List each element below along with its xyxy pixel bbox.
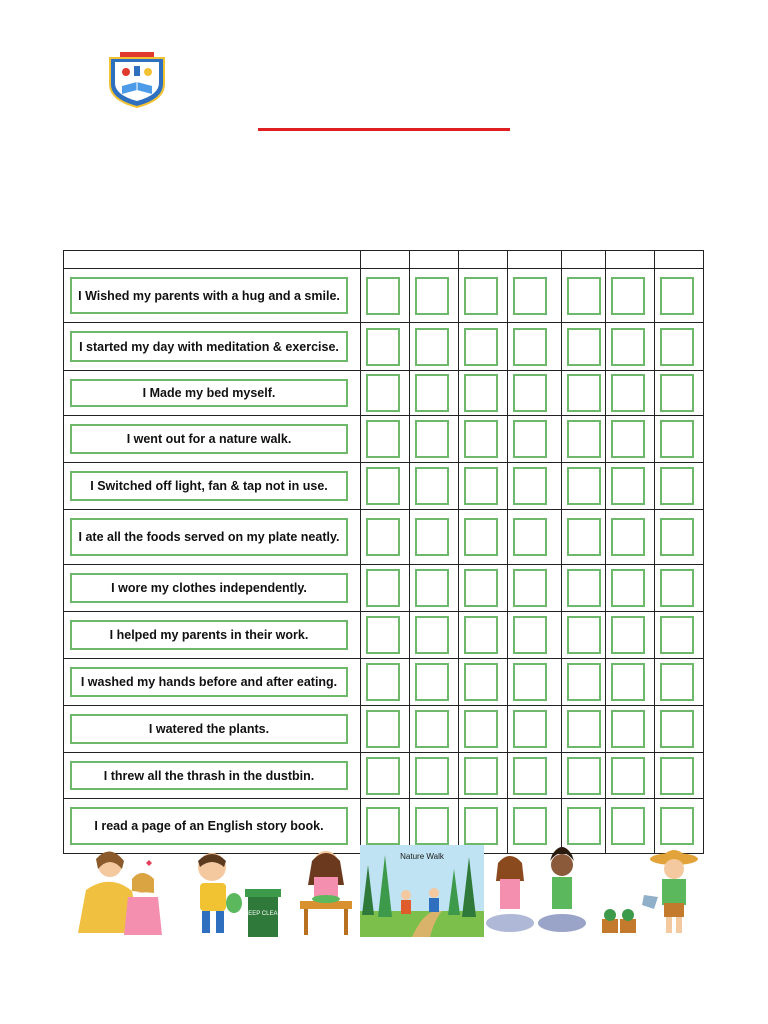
checkbox[interactable] xyxy=(366,569,400,607)
nature-walk-caption: Nature Walk xyxy=(400,852,444,861)
day-cell xyxy=(562,416,606,463)
day-cell xyxy=(655,565,704,612)
checkbox[interactable] xyxy=(513,807,547,845)
day-cell xyxy=(459,510,508,565)
checkbox[interactable] xyxy=(366,328,400,366)
day-cell xyxy=(655,612,704,659)
activity-cell xyxy=(64,510,361,565)
title-underline xyxy=(258,128,510,131)
activity-label: I started my day with meditation & exercise. xyxy=(70,331,348,362)
header-day-cell xyxy=(655,251,704,269)
checkbox[interactable] xyxy=(366,663,400,701)
activity-cell xyxy=(64,323,361,371)
day-cell xyxy=(410,510,459,565)
header-day-cell xyxy=(606,251,655,269)
activity-cell xyxy=(64,416,361,463)
day-cell xyxy=(562,323,606,371)
checkbox[interactable] xyxy=(513,374,547,412)
activity-label: I Switched off light, fan & tap not in use. xyxy=(70,471,348,501)
boy-watering-plants-icon xyxy=(602,850,698,933)
checkbox[interactable] xyxy=(366,807,400,845)
day-cell xyxy=(361,612,410,659)
day-cell xyxy=(410,269,459,323)
day-cell xyxy=(410,565,459,612)
day-cell xyxy=(655,371,704,416)
day-cell xyxy=(459,416,508,463)
checkbox[interactable] xyxy=(366,420,400,458)
mother-hugging-child-icon xyxy=(78,851,162,935)
checkbox[interactable] xyxy=(366,277,400,315)
table-row xyxy=(64,753,704,799)
checkbox[interactable] xyxy=(464,663,498,701)
day-cell xyxy=(655,323,704,371)
checkbox[interactable] xyxy=(660,757,694,795)
day-cell xyxy=(459,612,508,659)
checkbox[interactable] xyxy=(464,616,498,654)
activity-cell xyxy=(64,371,361,416)
activity-label: I wore my clothes independently. xyxy=(70,573,348,603)
day-cell xyxy=(562,753,606,799)
day-cell xyxy=(361,510,410,565)
day-cell xyxy=(459,753,508,799)
checkbox[interactable] xyxy=(567,518,601,556)
activity-label: I went out for a nature walk. xyxy=(70,424,348,454)
checkbox[interactable] xyxy=(366,710,400,748)
checkbox[interactable] xyxy=(513,277,547,315)
day-cell xyxy=(508,323,562,371)
day-cell xyxy=(606,269,655,323)
checkbox[interactable] xyxy=(567,757,601,795)
day-cell xyxy=(459,371,508,416)
checkbox[interactable] xyxy=(366,467,400,505)
child-throwing-trash-icon xyxy=(198,853,282,937)
table-row xyxy=(64,463,704,510)
day-cell xyxy=(361,269,410,323)
day-cell xyxy=(410,416,459,463)
day-cell xyxy=(508,706,562,753)
checkbox[interactable] xyxy=(611,616,645,654)
day-cell xyxy=(508,463,562,510)
day-cell xyxy=(459,706,508,753)
day-cell xyxy=(655,269,704,323)
header-day-cell xyxy=(508,251,562,269)
day-cell xyxy=(655,753,704,799)
day-cell xyxy=(606,371,655,416)
checkbox[interactable] xyxy=(513,710,547,748)
checkbox[interactable] xyxy=(567,277,601,315)
activity-label: I ate all the foods served on my plate neatly. xyxy=(70,518,348,556)
checkbox[interactable] xyxy=(513,328,547,366)
day-cell xyxy=(459,323,508,371)
activity-label: I watered the plants. xyxy=(70,714,348,744)
checkbox[interactable] xyxy=(464,518,498,556)
checkbox[interactable] xyxy=(611,328,645,366)
checkbox[interactable] xyxy=(415,420,449,458)
checkbox[interactable] xyxy=(660,569,694,607)
checkbox[interactable] xyxy=(513,757,547,795)
day-cell xyxy=(606,659,655,706)
day-cell xyxy=(508,510,562,565)
checkbox[interactable] xyxy=(513,467,547,505)
activity-label: I helped my parents in their work. xyxy=(70,620,348,650)
checkbox[interactable] xyxy=(567,616,601,654)
checkbox[interactable] xyxy=(415,569,449,607)
checkbox[interactable] xyxy=(567,374,601,412)
header-activity-cell xyxy=(64,251,361,269)
checkbox[interactable] xyxy=(660,807,694,845)
checkbox[interactable] xyxy=(513,616,547,654)
day-cell xyxy=(361,753,410,799)
day-cell xyxy=(655,510,704,565)
table-row xyxy=(64,323,704,371)
day-cell xyxy=(410,706,459,753)
day-cell xyxy=(361,565,410,612)
day-cell xyxy=(606,510,655,565)
checkbox[interactable] xyxy=(366,518,400,556)
header-day-cell xyxy=(562,251,606,269)
checkbox[interactable] xyxy=(567,807,601,845)
checkbox[interactable] xyxy=(611,518,645,556)
header-row xyxy=(64,251,704,269)
day-cell xyxy=(508,612,562,659)
checkbox[interactable] xyxy=(611,710,645,748)
table-row xyxy=(64,612,704,659)
day-cell xyxy=(562,371,606,416)
activity-cell xyxy=(64,463,361,510)
table-row xyxy=(64,565,704,612)
checkbox[interactable] xyxy=(464,328,498,366)
checkbox[interactable] xyxy=(464,420,498,458)
checkbox[interactable] xyxy=(464,710,498,748)
activity-cell xyxy=(64,659,361,706)
checkbox[interactable] xyxy=(611,374,645,412)
header-day-cell xyxy=(361,251,410,269)
activity-cell xyxy=(64,612,361,659)
school-crest-icon xyxy=(106,50,168,108)
day-cell xyxy=(655,659,704,706)
day-cell xyxy=(410,659,459,706)
day-cell xyxy=(508,659,562,706)
checkbox[interactable] xyxy=(567,467,601,505)
checklist-table xyxy=(63,250,704,854)
checkbox[interactable] xyxy=(415,807,449,845)
illustration-strip xyxy=(62,845,706,940)
day-cell xyxy=(606,753,655,799)
checkbox[interactable] xyxy=(513,420,547,458)
checkbox[interactable] xyxy=(513,518,547,556)
day-cell xyxy=(361,659,410,706)
day-cell xyxy=(508,269,562,323)
activity-cell xyxy=(64,565,361,612)
checkbox[interactable] xyxy=(611,663,645,701)
checkbox[interactable] xyxy=(611,757,645,795)
checkbox[interactable] xyxy=(415,277,449,315)
checkbox[interactable] xyxy=(464,374,498,412)
checkbox[interactable] xyxy=(660,518,694,556)
activity-label: I washed my hands before and after eating. xyxy=(70,667,348,697)
day-cell xyxy=(562,565,606,612)
header-day-cell xyxy=(410,251,459,269)
checkbox[interactable] xyxy=(464,569,498,607)
checkbox[interactable] xyxy=(366,374,400,412)
day-cell xyxy=(361,323,410,371)
day-cell xyxy=(606,565,655,612)
checkbox[interactable] xyxy=(415,663,449,701)
checkbox[interactable] xyxy=(513,569,547,607)
day-cell xyxy=(459,565,508,612)
day-cell xyxy=(655,416,704,463)
day-cell xyxy=(655,463,704,510)
checkbox[interactable] xyxy=(660,328,694,366)
checkbox[interactable] xyxy=(464,277,498,315)
day-cell xyxy=(410,753,459,799)
day-cell xyxy=(655,706,704,753)
nature-walk-image xyxy=(360,845,484,937)
activity-label: I threw all the thrash in the dustbin. xyxy=(70,761,348,790)
checkbox[interactable] xyxy=(366,616,400,654)
day-cell xyxy=(508,416,562,463)
checkbox[interactable] xyxy=(513,663,547,701)
checkbox[interactable] xyxy=(567,569,601,607)
checkbox[interactable] xyxy=(464,757,498,795)
day-cell xyxy=(361,463,410,510)
day-cell xyxy=(508,565,562,612)
checkbox[interactable] xyxy=(464,467,498,505)
checkbox[interactable] xyxy=(415,757,449,795)
day-cell xyxy=(562,612,606,659)
checkbox[interactable] xyxy=(660,663,694,701)
child-eating-icon xyxy=(300,851,352,935)
checkbox[interactable] xyxy=(611,807,645,845)
table-row xyxy=(64,269,704,323)
day-cell xyxy=(459,463,508,510)
table-row xyxy=(64,510,704,565)
checkbox[interactable] xyxy=(415,710,449,748)
day-cell xyxy=(562,269,606,323)
day-cell xyxy=(508,753,562,799)
day-cell xyxy=(606,463,655,510)
checkbox[interactable] xyxy=(415,374,449,412)
day-cell xyxy=(410,463,459,510)
checkbox[interactable] xyxy=(660,616,694,654)
day-cell xyxy=(410,612,459,659)
activity-label: I Made my bed myself. xyxy=(70,379,348,407)
day-cell xyxy=(361,416,410,463)
checkbox[interactable] xyxy=(660,467,694,505)
table-row xyxy=(64,659,704,706)
day-cell xyxy=(361,706,410,753)
children-meditating-icon xyxy=(486,847,586,932)
day-cell xyxy=(562,706,606,753)
checkbox[interactable] xyxy=(611,420,645,458)
checkbox[interactable] xyxy=(567,710,601,748)
table-row xyxy=(64,416,704,463)
day-cell xyxy=(459,269,508,323)
day-cell xyxy=(606,323,655,371)
checkbox[interactable] xyxy=(660,420,694,458)
checkbox[interactable] xyxy=(415,467,449,505)
checkbox[interactable] xyxy=(366,757,400,795)
checkbox[interactable] xyxy=(611,277,645,315)
checkbox[interactable] xyxy=(567,420,601,458)
activity-cell xyxy=(64,269,361,323)
day-cell xyxy=(410,371,459,416)
activity-label: I read a page of an English story book. xyxy=(70,807,348,845)
day-cell xyxy=(562,510,606,565)
header-day-cell xyxy=(459,251,508,269)
table-row xyxy=(64,371,704,416)
checkbox[interactable] xyxy=(660,374,694,412)
day-cell xyxy=(562,463,606,510)
checkbox[interactable] xyxy=(611,569,645,607)
day-cell xyxy=(459,659,508,706)
table-row xyxy=(64,706,704,753)
day-cell xyxy=(508,371,562,416)
checkbox[interactable] xyxy=(660,277,694,315)
activity-cell xyxy=(64,706,361,753)
activity-label: I Wished my parents with a hug and a smile. xyxy=(70,277,348,314)
checkbox[interactable] xyxy=(415,518,449,556)
checkbox[interactable] xyxy=(415,616,449,654)
checkbox[interactable] xyxy=(660,710,694,748)
checkbox[interactable] xyxy=(464,807,498,845)
day-cell xyxy=(562,659,606,706)
activity-cell xyxy=(64,753,361,799)
checkbox[interactable] xyxy=(415,328,449,366)
day-cell xyxy=(606,612,655,659)
bin-label: KEEP CLEAN xyxy=(244,911,282,917)
checkbox[interactable] xyxy=(567,663,601,701)
checkbox[interactable] xyxy=(567,328,601,366)
day-cell xyxy=(361,371,410,416)
checkbox[interactable] xyxy=(611,467,645,505)
day-cell xyxy=(606,706,655,753)
day-cell xyxy=(410,323,459,371)
day-cell xyxy=(606,416,655,463)
